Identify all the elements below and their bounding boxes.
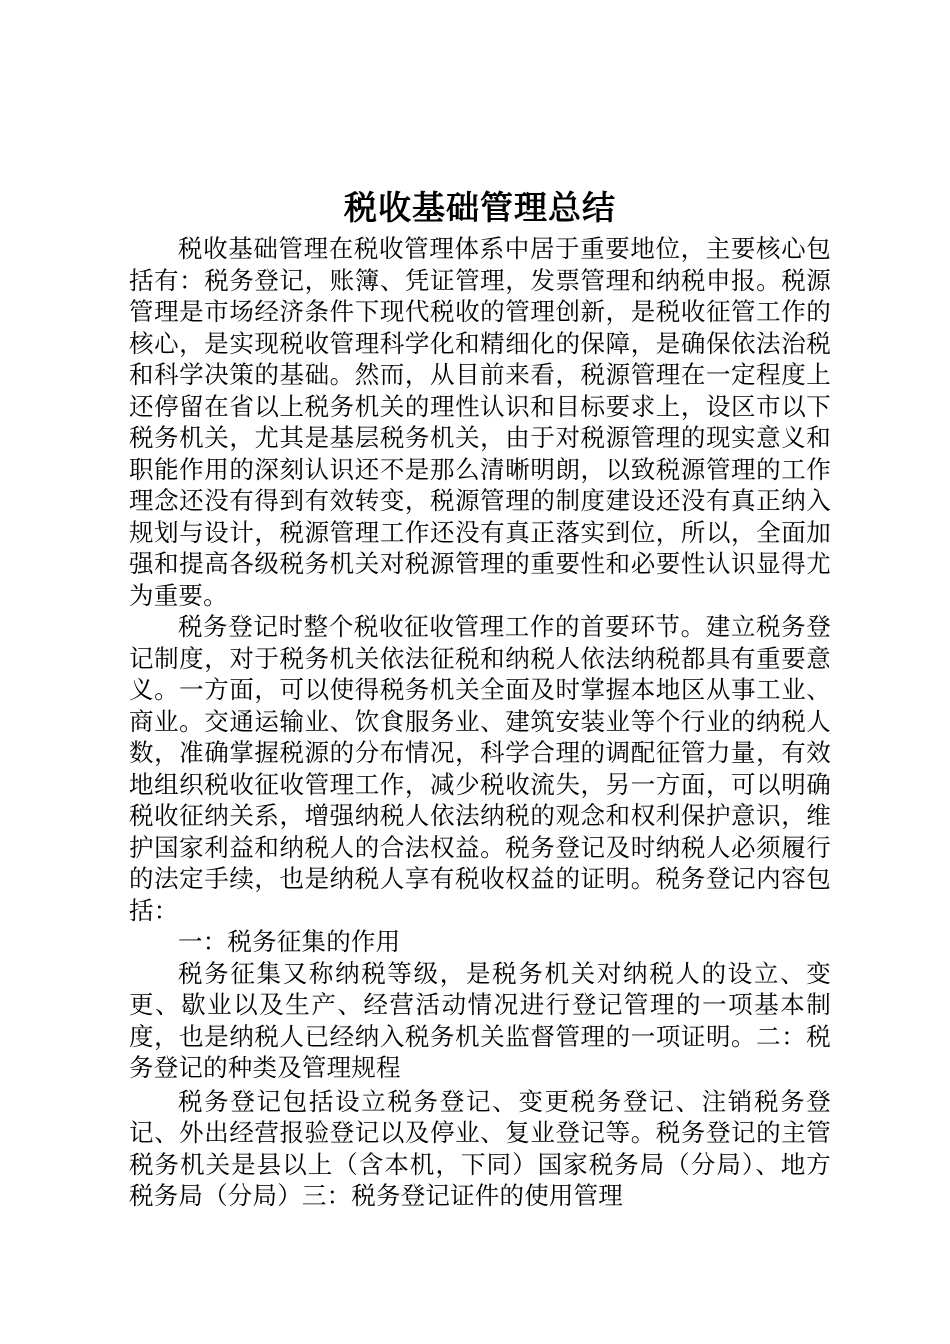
- paragraph-tax-registration: 税务登记时整个税收征收管理工作的首要环节。建立税务登记制度，对于税务机关依法征税和纳税人依法纳税都具有重要意义。一方面，可以使得税务机关全面及时掌握本地区从事工业、商业。交通运输业、饮食服务业、建筑安装业等个行业的纳税人数，准确掌握税源的分布情况，科学合理的调配征管力量，有效地组织税收征收管理工作，减少税收流失，另一方面，可以明确税收征纳关系，增强纳税人依法纳税的观念和权利保护意识，维护国家利益和纳税人的合法权益。税务登记及时纳税人必须履行的法定手续，也是纳税人享有税收权益的证明。税务登记内容包括：: [129, 612, 831, 925]
- paragraph-intro: 税收基础管理在税收管理体系中居于重要地位，主要核心包括有：税务登记，账簿、凭证管理，发票管理和纳税申报。税源管理是市场经济条件下现代税收的管理创新，是税收征管工作的核心，是实现税收管理科学化和精细化的保障，是确保依法治税和科学决策的基础。然而，从目前来看，税源管理在一定程度上还停留在省以上税务机关的理性认识和目标要求上，设区市以下税务机关，尤其是基层税务机关，由于对税源管理的现实意义和职能作用的深刻认识还不是那么清晰明朗，以致税源管理的工作理念还没有得到有效转变，税源管理的制度建设还没有真正纳入规划与设计，税源管理工作还没有真正落实到位，所以，全面加强和提高各级税务机关对税源管理的重要性和必要性认识显得尤为重要。: [129, 234, 831, 610]
- paragraph-registration-types: 税务登记包括设立税务登记、变更税务登记、注销税务登记、外出经营报验登记以及停业、复业登记等。税务登记的主管税务机关是县以上（含本机，下同）国家税务局（分局）、地方税务局（分局）三：税务登记证件的使用管理: [129, 1086, 831, 1210]
- paragraph-registration-role: 税务征集又称纳税等级，是税务机关对纳税人的设立、变更、歇业以及生产、经营活动情况进行登记管理的一项基本制度，也是纳税人已经纳入税务机关监督管理的一项证明。二：税务登记的种类及管理规程: [129, 958, 831, 1082]
- section-heading-1: 一：税务征集的作用: [178, 927, 401, 956]
- document-body: [129, 185, 831, 1212]
- document-title: 税收基础管理总结: [344, 188, 616, 227]
